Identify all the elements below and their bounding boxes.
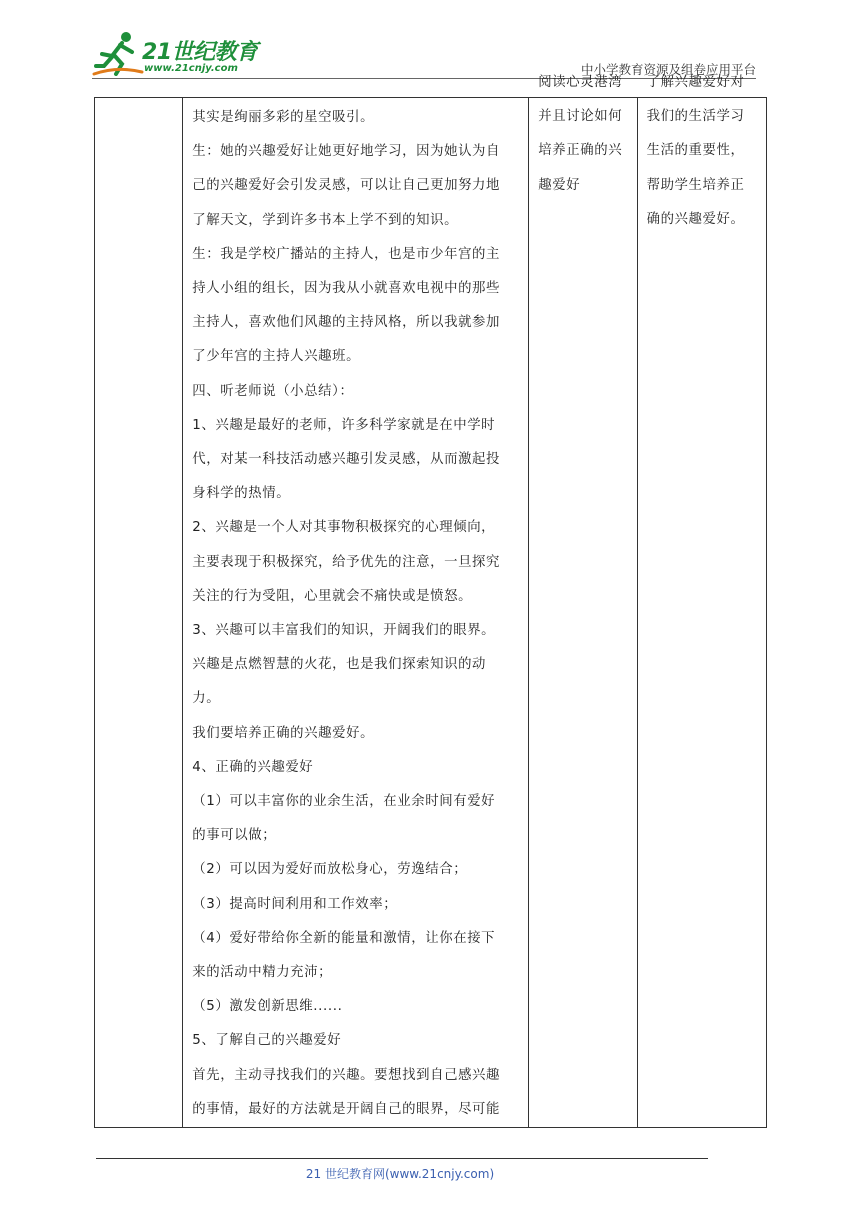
footer-divider (96, 1158, 708, 1159)
teaching-content (183, 98, 528, 1127)
content-line: 己的兴趣爱好会引发灵感，可以让自己更加努力地 (192, 178, 501, 194)
content-line: 生：我是学校广播站的主持人，也是市少年宫的主 (192, 246, 501, 262)
content-line: 其实是绚丽多彩的星空吸引。 (192, 110, 375, 125)
teaching-content-cell (183, 98, 529, 1128)
student-activity-cell (529, 75, 637, 1128)
content-line: 的事可以做； (192, 828, 277, 844)
content-line: 3、兴趣可以丰富我们的知识，开阔我们的眼界。 (192, 623, 496, 639)
running-figure-icon (92, 30, 144, 76)
content-line: 了少年宫的主持人兴趣班。 (192, 349, 361, 365)
content-line: 主要表现于积极探究，给予优先的注意，一旦探究 (192, 554, 501, 570)
content-line: 的事情，最好的方法就是开阔自己的眼界，尽可能 (192, 1101, 501, 1117)
activity-line: 趣爱好 (538, 177, 581, 193)
activity-line: 阅读心灵港湾 (538, 75, 623, 90)
content-line: （1）可以丰富你的业余生活，在业余时间有爱好 (192, 794, 496, 810)
platform-title: 中小学教育资源及组卷应用平台 (580, 62, 756, 77)
content-line: 关注的行为受阻，心里就会不痛快或是愤怒。 (192, 588, 473, 604)
content-line: 持人小组的组长，因为我从小就喜欢电视中的那些 (192, 281, 501, 297)
content-line: 1、兴趣是最好的老师，许多科学家就是在中学时 (192, 417, 496, 433)
content-line: （4）爱好带给你全新的能量和激情，让你在接下 (192, 930, 496, 946)
footer-text: 21 世纪教育网(www.21cnjy.com) (305, 1167, 495, 1181)
content-line: 主持人，喜欢他们风趣的主持风格，所以我就参加 (192, 315, 501, 331)
content-line: 兴趣是点燃智慧的火花，也是我们探索知识的动 (192, 657, 487, 673)
table-row (95, 98, 767, 1128)
content-line: （2）可以因为爱好而放松身心，劳逸结合； (192, 862, 468, 878)
intent-line: 确的兴趣爱好。 (646, 211, 745, 227)
student-activity (529, 66, 636, 203)
intent-line: 生活的重要性， (646, 143, 745, 159)
content-line: 生：她的兴趣爱好让她更好地学习，因为她认为自 (192, 144, 501, 160)
content-line: （5）激发创新思维...... (192, 999, 343, 1015)
content-line: 代，对某一科技活动感兴趣引发灵感，从而激起投 (192, 452, 501, 468)
content-line: 四、听老师说（小总结）： (192, 383, 354, 399)
site-logo (92, 30, 262, 80)
logo-text: 21世纪教育 (142, 40, 258, 65)
content-line: 了解天文，学到许多书本上学不到的知识。 (192, 212, 459, 228)
content-line: （3）提高时间利用和工作效率； (192, 896, 398, 912)
content-line: 身科学的热情。 (192, 486, 291, 502)
content-line: 我们要培养正确的兴趣爱好。 (192, 725, 375, 741)
design-intent-cell (637, 75, 766, 1128)
stage-cell (95, 98, 183, 1128)
content-line: 首先，主动寻找我们的兴趣。要想找到自己感兴趣 (192, 1067, 501, 1083)
design-intent (638, 66, 766, 237)
content-line: 力。 (192, 691, 221, 707)
content-line: 2、兴趣是一个人对其事物积极探究的心理倾向， (192, 520, 496, 536)
intent-line: 了解兴趣爱好对 (646, 75, 745, 90)
content-line: 来的活动中精力充沛； (192, 965, 333, 981)
content-line: 4、正确的兴趣爱好 (192, 759, 314, 775)
content-line: 5、了解自己的兴趣爱好 (192, 1033, 342, 1049)
intent-line: 我们的生活学习 (646, 109, 745, 125)
intent-line: 帮助学生培养正 (646, 177, 745, 193)
lesson-table (94, 75, 767, 1128)
activity-line: 培养正确的兴 (538, 143, 623, 159)
logo-url: www.21cnjy.com (144, 63, 238, 74)
activity-line: 并且讨论如何 (538, 109, 623, 125)
